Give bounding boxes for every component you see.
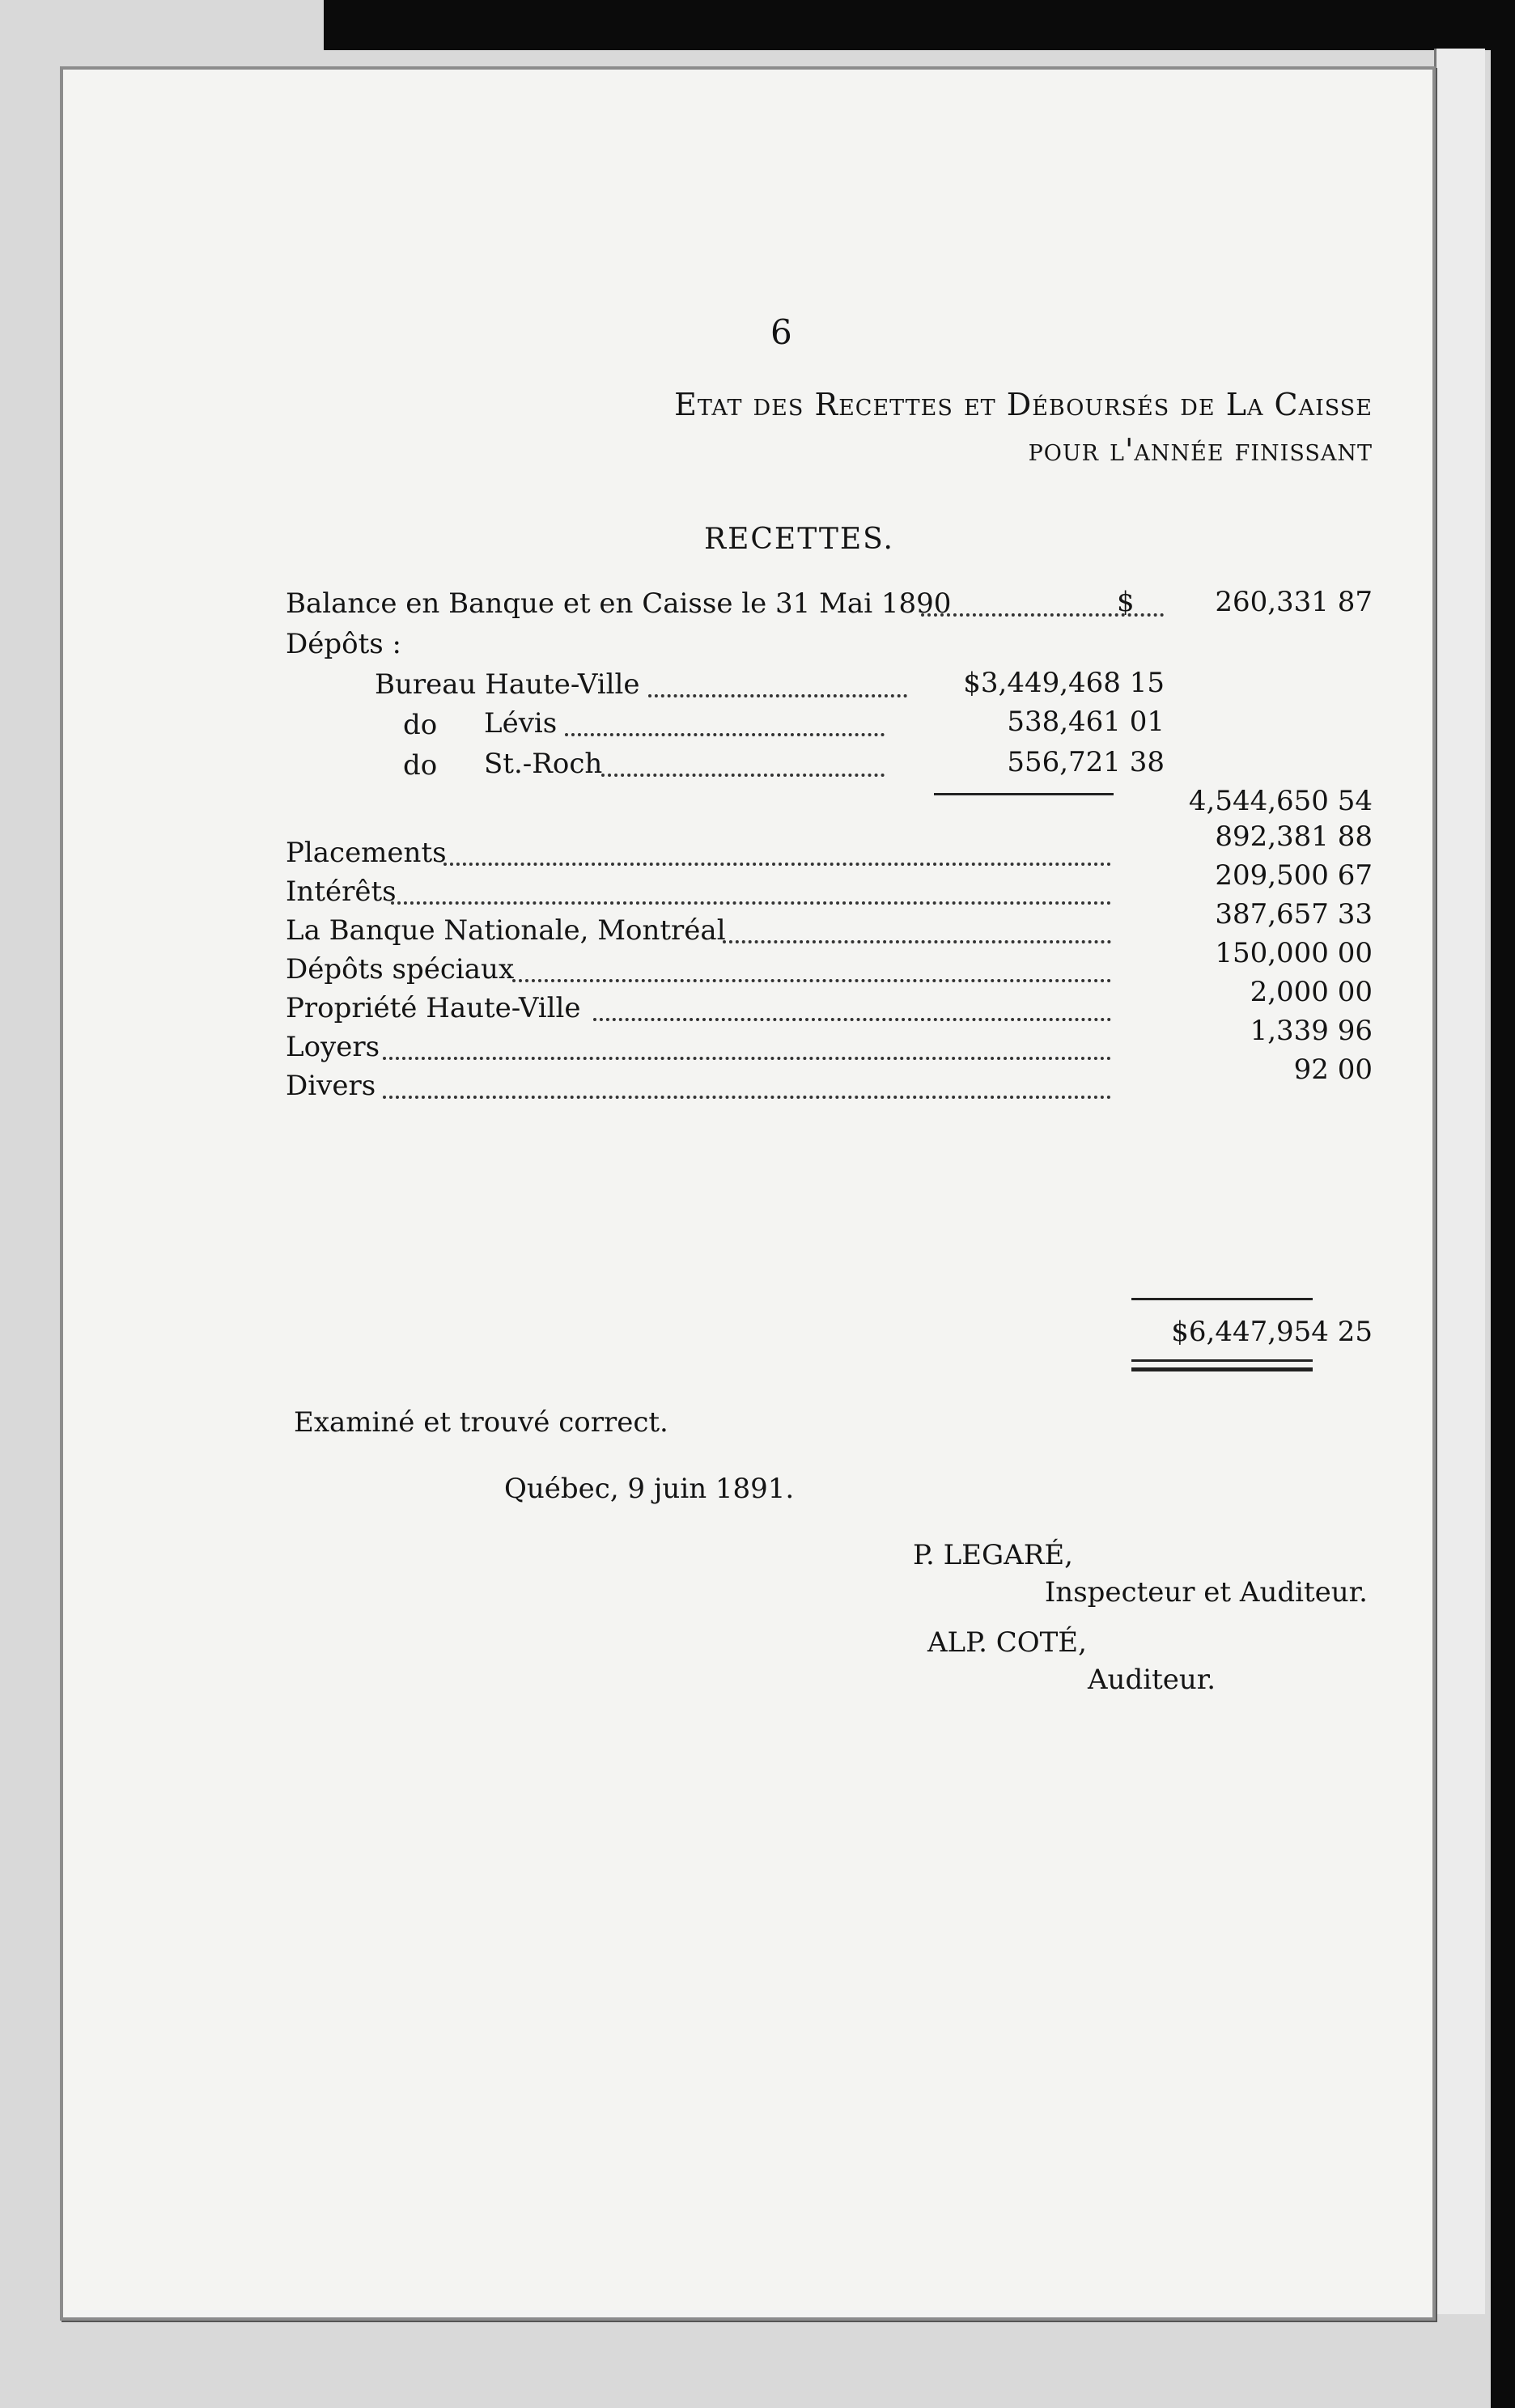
document-title-line1: Etat des Recettes et Déboursés de La Caisse bbox=[674, 387, 1373, 422]
item-label-placements: Placements bbox=[286, 837, 447, 869]
page-number: 6 bbox=[770, 312, 792, 352]
signatory-title-2: Auditeur. bbox=[1088, 1664, 1216, 1696]
leader-dots bbox=[601, 774, 885, 777]
item-amount-interets: 209,500 67 bbox=[1215, 859, 1373, 892]
item-amount-placements: 892,381 88 bbox=[1215, 820, 1373, 853]
deposits-label: Dépôts : bbox=[286, 628, 401, 660]
leader-dots bbox=[383, 1057, 1111, 1060]
leader-dots bbox=[723, 940, 1111, 943]
leader-dots bbox=[593, 1018, 1111, 1021]
total-rule-bottom-2 bbox=[1131, 1367, 1313, 1371]
leader-dots bbox=[383, 1096, 1111, 1099]
section-heading: RECETTES. bbox=[704, 523, 895, 556]
item-label-divers: Divers bbox=[286, 1070, 376, 1102]
deposit-name-2: Lévis bbox=[484, 707, 558, 740]
deposit-name-3: St.-Roch bbox=[484, 748, 603, 780]
leader-dots bbox=[391, 901, 1111, 905]
leader-dots bbox=[512, 979, 1111, 982]
deposits-subtotal: 4,544,650 54 bbox=[1188, 785, 1373, 817]
deposit-amount-2: 538,461 01 bbox=[1007, 706, 1165, 738]
deposit-prefix-3: do bbox=[403, 749, 438, 782]
item-label-interets: Intérêts bbox=[286, 875, 397, 908]
item-amount-depots-speciaux: 150,000 00 bbox=[1215, 937, 1373, 969]
item-label-depots-speciaux: Dépôts spéciaux bbox=[286, 953, 515, 986]
item-amount-banque-nationale: 387,657 33 bbox=[1215, 898, 1373, 931]
leader-dots bbox=[648, 694, 907, 697]
deposits-subtotal-rule bbox=[934, 793, 1114, 795]
item-amount-propriete: 2,000 00 bbox=[1250, 976, 1373, 1008]
item-label-banque-nationale: La Banque Nationale, Montréal bbox=[286, 914, 726, 947]
place-date: Québec, 9 juin 1891. bbox=[504, 1473, 795, 1505]
leader-dots bbox=[443, 863, 1111, 866]
balance-currency: $ bbox=[1117, 586, 1135, 618]
document-page bbox=[60, 66, 1436, 2321]
scan-border-right bbox=[1491, 0, 1515, 2408]
total-rule-bottom-1 bbox=[1131, 1359, 1313, 1362]
next-page-edge bbox=[1434, 49, 1485, 2314]
balance-amount: 260,331 87 bbox=[1215, 586, 1373, 618]
signatory-title-1: Inspecteur et Auditeur. bbox=[1044, 1576, 1368, 1609]
deposit-amount-3: 556,721 38 bbox=[1007, 746, 1165, 778]
signatory-name-2: ALP. COTÉ, bbox=[927, 1626, 1087, 1659]
deposit-prefix-2: do bbox=[403, 709, 438, 741]
deposit-amount-1: $3,449,468 15 bbox=[963, 667, 1165, 699]
signatory-name-1: P. LEGARÉ, bbox=[913, 1539, 1073, 1571]
item-label-loyers: Loyers bbox=[286, 1031, 380, 1063]
item-label-propriete: Propriété Haute-Ville bbox=[286, 992, 581, 1024]
scan-border-top bbox=[324, 0, 1515, 50]
attestation: Examiné et trouvé correct. bbox=[294, 1406, 668, 1439]
leader-dots bbox=[565, 733, 885, 736]
document-title-line2: pour l'année finissant bbox=[1028, 432, 1373, 468]
grand-total: $6,447,954 25 bbox=[1171, 1316, 1373, 1348]
balance-label: Balance en Banque et en Caisse le 31 Mai 1890 bbox=[286, 587, 952, 620]
total-rule-top bbox=[1131, 1298, 1313, 1300]
item-amount-loyers: 1,339 96 bbox=[1250, 1015, 1373, 1047]
deposit-name-1: Bureau Haute-Ville bbox=[375, 668, 640, 701]
item-amount-divers: 92 00 bbox=[1293, 1054, 1373, 1086]
